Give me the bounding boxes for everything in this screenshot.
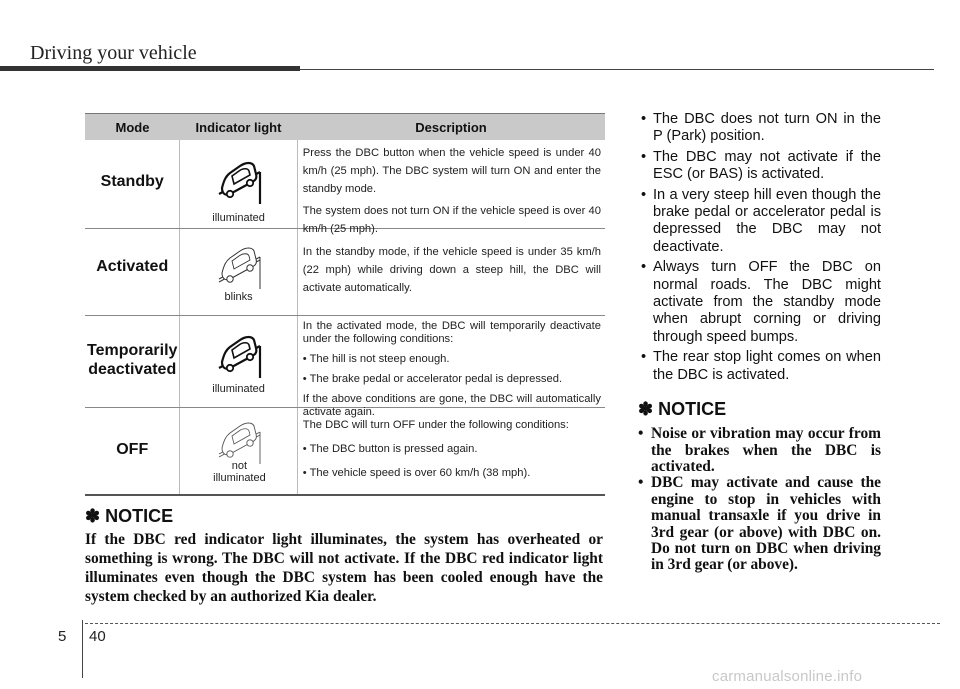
mode-standby: Standby	[85, 140, 180, 228]
table-row	[85, 408, 605, 496]
notice-body: If the DBC red indicator light illuminates, the system has overheated or something is wrong. The DBC will not activate. If the DBC red indicator light illuminates even though the DBC system has been cooled enough have the system checked by an authorized Kia dealer.	[85, 531, 603, 605]
mode-activated: Activated	[85, 229, 180, 315]
header-rule-thin	[300, 69, 934, 70]
page-header-title: Driving your vehicle	[30, 42, 197, 64]
description-text: • The DBC button is pressed again.	[302, 443, 478, 455]
notice-list	[638, 426, 881, 574]
mode-temporarily-deactivated: Temporarily deactivated	[85, 316, 180, 407]
header-mode: Mode	[115, 119, 150, 135]
description-text: • The hill is not steep enough.	[302, 353, 450, 365]
list-item: • In a very steep hill even though the brake pedal or accelerator pedal is depressed the DBC may not deactivate.	[638, 187, 881, 257]
description-cell	[298, 229, 605, 315]
description-cell	[298, 408, 605, 494]
description-text: In the standby mode, if the vehicle speed is under 35 km/h (22 mph) while driving down a steep hill, the DBC will activate automatically.	[302, 246, 601, 294]
description-text: • The brake pedal or accelerator pedal is depressed.	[302, 373, 563, 385]
description-text: • The vehicle speed is over 60 km/h (38 mph).	[302, 467, 531, 479]
list-item: • The rear stop light comes on when the DBC is activated.	[638, 349, 881, 384]
list-item: • The DBC may not activate if the ESC (or BAS) is activated.	[638, 149, 881, 184]
description-text: Press the DBC button when the vehicle speed is under 40 km/h (25 mph). The DBC system will turn ON and enter the standby mode.	[302, 147, 601, 195]
list-item: • DBC may activate and cause the engine to stop in vehicles with manual transaxle if you drive in 3rd gear (or above) with DBC on. Do not turn on DBC when driving in 3rd gear (or above).	[638, 475, 881, 573]
right-column	[638, 111, 881, 574]
footer-divider	[82, 620, 83, 678]
dbc-car-on-slope-icon	[216, 239, 266, 291]
section-number: 5	[58, 628, 67, 645]
dbc-car-on-slope-icon	[216, 414, 266, 466]
list-item: • Always turn OFF the DBC on normal roads. The DBC might activate from the standby mode when abrupt corning or driving through speed bumps.	[638, 259, 881, 346]
indicator-state: illuminated	[212, 212, 265, 224]
page-number: 40	[89, 628, 106, 645]
header-rule-thick	[0, 66, 300, 71]
watermark: carmanualsonline.info	[712, 668, 863, 685]
table-row	[85, 140, 605, 235]
description-cell	[298, 140, 605, 235]
description-text: In the activated mode, the DBC will temporarily deactivate under the following conditions:	[302, 320, 601, 345]
indicator-state: blinks	[224, 291, 253, 303]
header-indicator-light: Indicator light	[195, 119, 282, 135]
description-text: The DBC will turn OFF under the following conditions:	[302, 419, 569, 431]
table-header	[85, 113, 605, 140]
indicator-cell	[180, 408, 297, 494]
dbc-caution-list	[638, 111, 881, 384]
dbc-car-on-slope-icon	[216, 328, 266, 380]
description-text: If the above conditions are gone, the DBC will automatically activate again.	[302, 393, 601, 418]
indicator-cell	[180, 229, 297, 315]
table-row	[85, 316, 605, 418]
dbc-car-on-slope-icon	[216, 154, 266, 206]
indicator-state: not illuminated	[213, 460, 266, 484]
mode-off: OFF	[85, 408, 180, 494]
dbc-mode-table	[85, 113, 605, 496]
indicator-state: illuminated	[212, 383, 265, 395]
table-row	[85, 229, 605, 316]
notice-title: ✽ NOTICE	[85, 506, 174, 526]
description-cell	[298, 316, 605, 418]
indicator-cell	[180, 316, 297, 407]
footer-rule	[85, 623, 940, 624]
indicator-cell	[180, 140, 297, 228]
header-description: Description	[415, 119, 487, 135]
description-text: The system does not turn ON if the vehicle speed is over 40 km/h (25 mph).	[302, 205, 601, 235]
notice-title: ✽ NOTICE	[638, 399, 727, 420]
list-item: • The DBC does not turn ON in the P (Park) position.	[638, 111, 881, 146]
list-item: • Noise or vibration may occur from the brakes when the DBC is activated.	[638, 426, 881, 475]
